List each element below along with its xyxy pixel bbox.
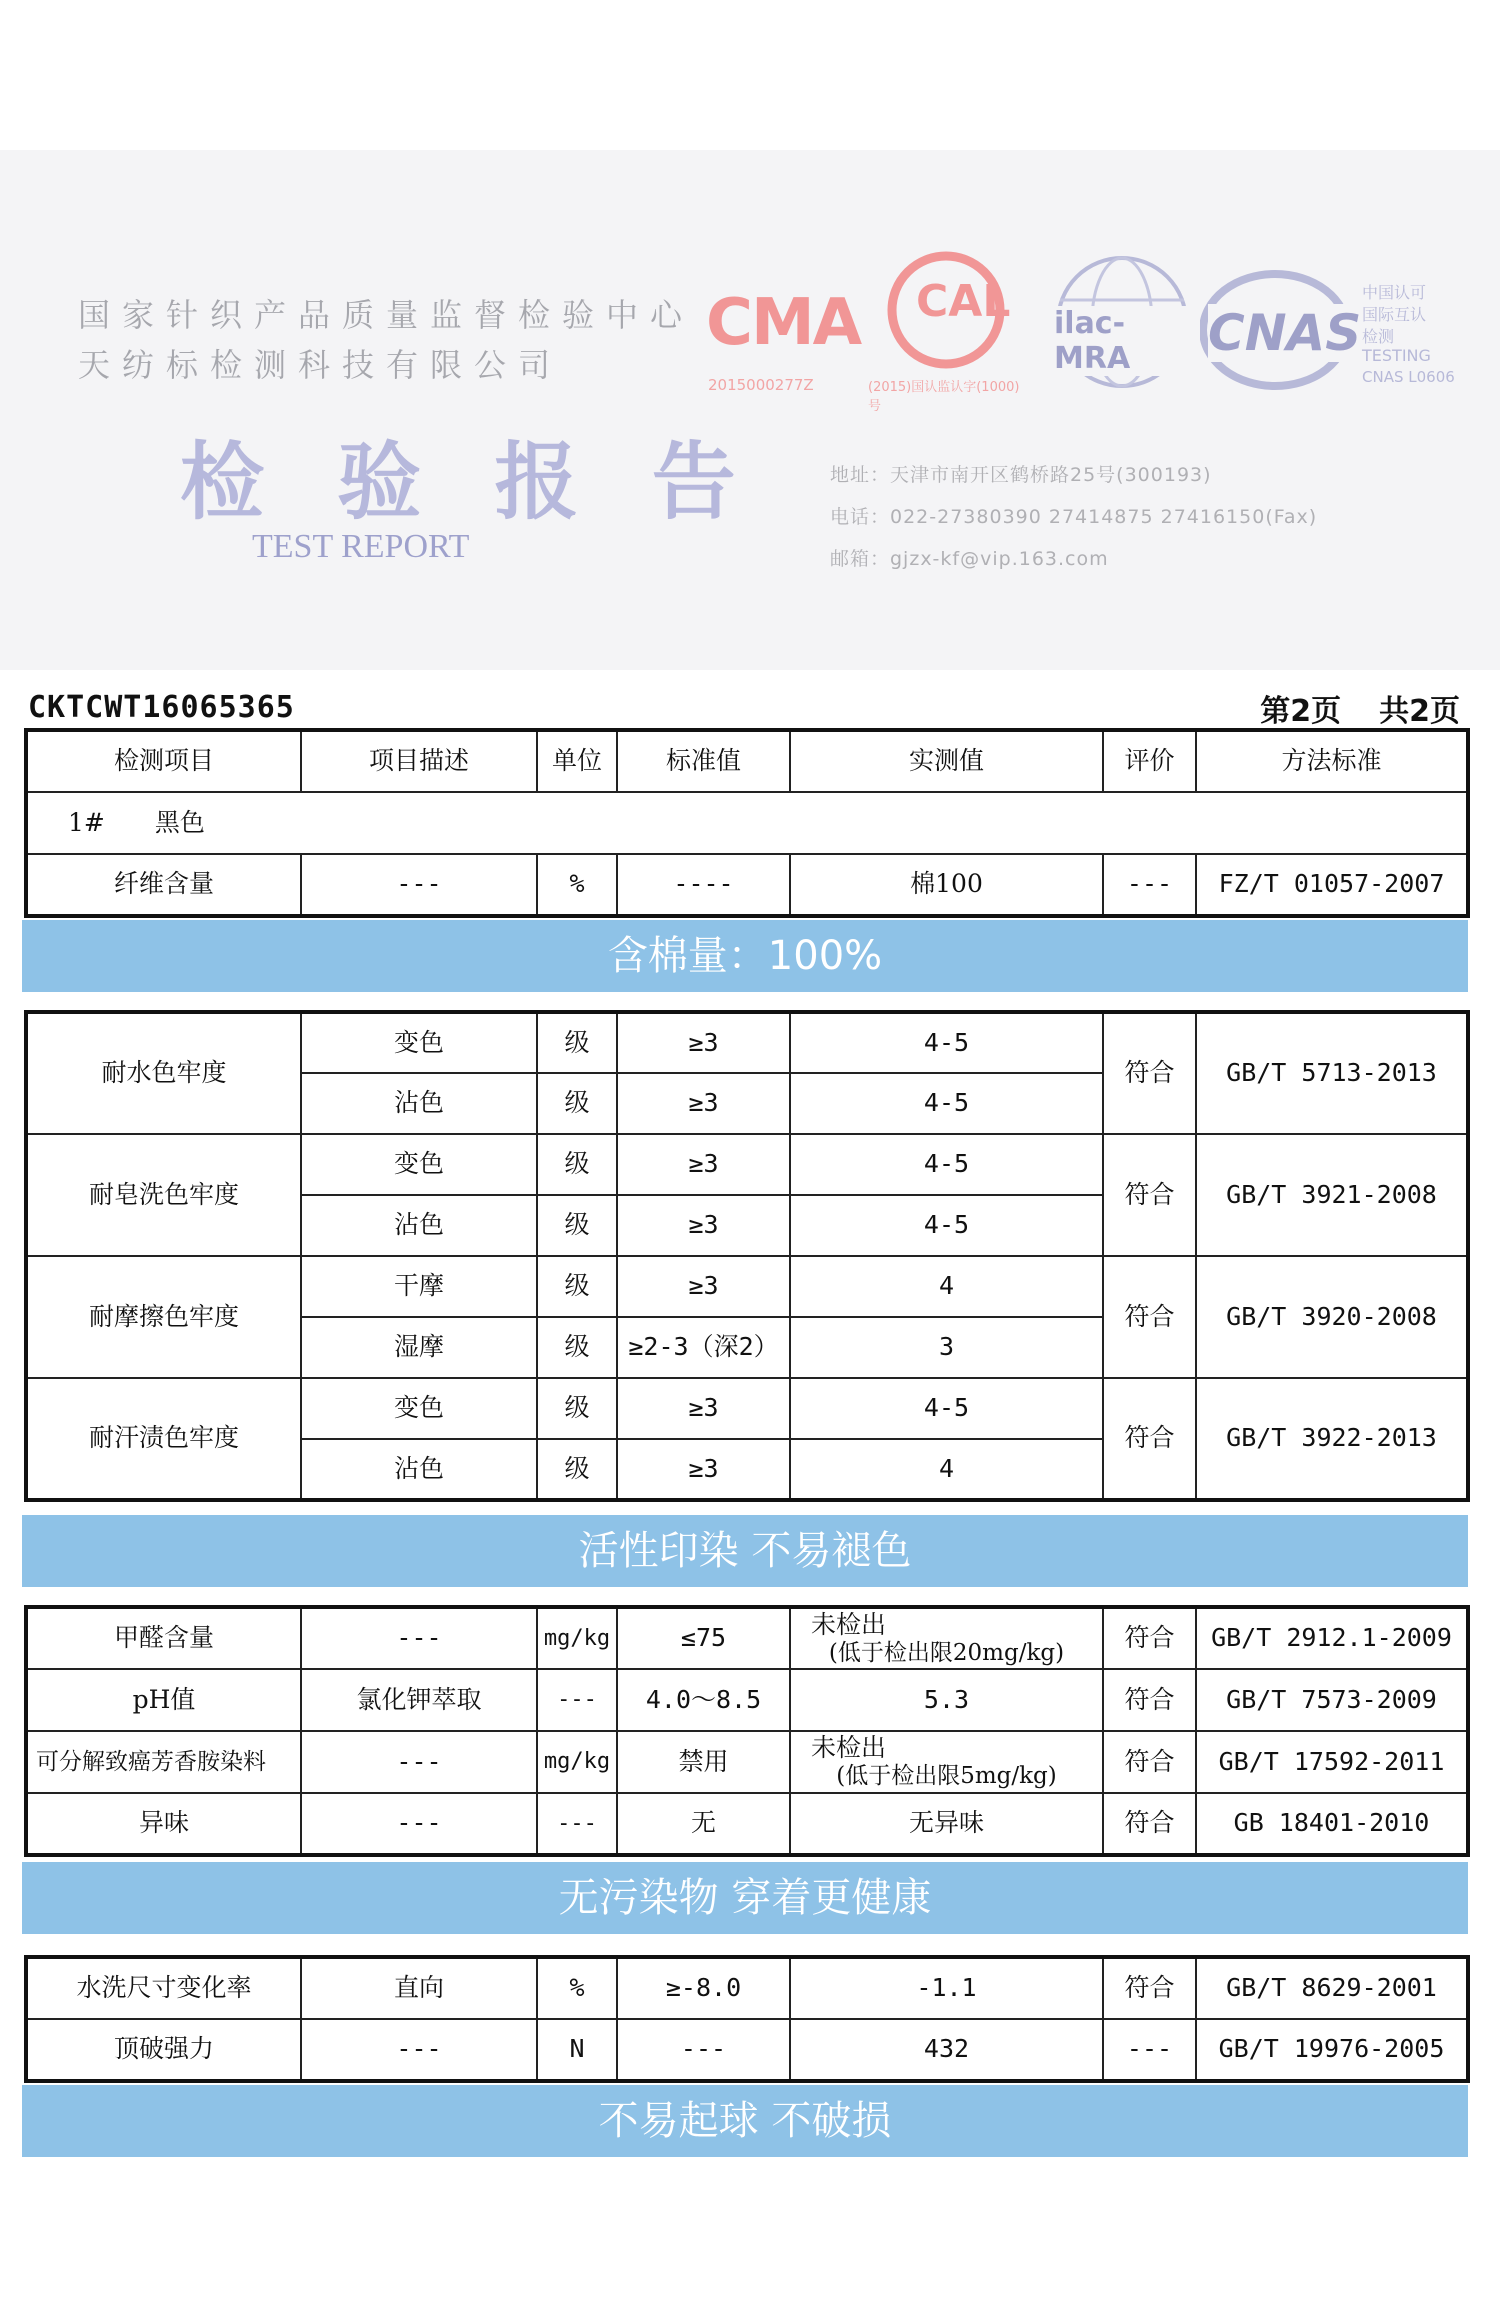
cell: 湿摩	[301, 1317, 537, 1378]
measured-value-line: 未检出	[811, 1733, 887, 1763]
cell: 无	[617, 1793, 790, 1855]
cal-caption: (2015)国认监认字(1000)号	[868, 380, 1020, 414]
cell: 4	[790, 1439, 1103, 1500]
test-item: 可分解致癌芳香胺染料	[26, 1731, 301, 1793]
cell: 沾色	[301, 1439, 537, 1500]
cal-logo	[868, 250, 1028, 414]
result-cell: 符合	[1103, 1793, 1196, 1855]
cell: mg/kg	[537, 1607, 617, 1669]
cell: 棉100	[790, 854, 1103, 916]
cnas-side-text: 国际互认	[1362, 305, 1427, 324]
page-info	[1222, 686, 1460, 730]
cell: -1.1	[790, 1957, 1103, 2019]
result-cell: 符合	[1103, 1669, 1196, 1731]
result-cell: 符合	[1103, 1012, 1196, 1134]
method-cell: GB/T 2912.1-2009	[1196, 1607, 1468, 1669]
cnas-side-text: 检测	[1362, 327, 1395, 346]
result-cell: 符合	[1103, 1731, 1196, 1793]
table-row	[26, 1378, 1468, 1439]
table-row	[26, 1793, 1468, 1855]
test-item: 甲醛含量	[26, 1607, 301, 1669]
cal-mark: CAL	[916, 276, 1011, 327]
test-item: 耐皂洗色牢度	[26, 1134, 301, 1256]
table-row	[26, 1669, 1468, 1731]
detection-limit-note: (低于检出限5mg/kg)	[836, 1763, 1057, 1790]
cell: 顶破强力	[26, 2019, 301, 2081]
col-header: 评价	[1103, 730, 1196, 792]
banner-cotton: 含棉量：100%	[22, 920, 1468, 992]
col-header: 检测项目	[26, 730, 301, 792]
cell: N	[537, 2019, 617, 2081]
cell: 级	[537, 1012, 617, 1073]
contact-email: 邮箱：gjzx-kf@vip.163.com	[830, 548, 1109, 570]
table-row	[26, 854, 1468, 916]
cell: 4-5	[790, 1012, 1103, 1073]
col-header: 实测值	[790, 730, 1103, 792]
cell: 4	[790, 1256, 1103, 1317]
result-cell: 符合	[1103, 1134, 1196, 1256]
col-header: 标准值	[617, 730, 790, 792]
cell: 3	[790, 1317, 1103, 1378]
cell: ≥3	[617, 1378, 790, 1439]
cnas-side-text: CNAS L0606	[1362, 368, 1455, 386]
table-row	[26, 2019, 1468, 2081]
col-header: 单位	[537, 730, 617, 792]
test-item: 耐摩擦色牢度	[26, 1256, 301, 1378]
sample-label: 1# 黑色	[26, 792, 1468, 854]
method-cell: GB/T 7573-2009	[1196, 1669, 1468, 1731]
contact-phone: 电话：022-27380390 27414875 27416150(Fax)	[830, 506, 1318, 528]
cell: 4-5	[790, 1073, 1103, 1134]
cell: 级	[537, 1195, 617, 1256]
measured-value-line: 无异味	[908, 1808, 984, 1838]
cell: FZ/T 01057-2007	[1196, 854, 1468, 916]
cell: ≥3	[617, 1195, 790, 1256]
page-total: 共2页	[1379, 694, 1460, 729]
cell: ---	[1103, 854, 1196, 916]
result-cell: 符合	[1103, 1378, 1196, 1500]
page-number: 第2页	[1260, 694, 1342, 729]
cell: GB/T 19976-2005	[1196, 2019, 1468, 2081]
table-row	[26, 1607, 1468, 1669]
cell: 4-5	[790, 1378, 1103, 1439]
cell: ----	[617, 854, 790, 916]
cell: 干摩	[301, 1256, 537, 1317]
cell: ---	[537, 1669, 617, 1731]
table-header-row	[26, 730, 1468, 792]
method-cell: GB/T 3920-2008	[1196, 1256, 1468, 1378]
cell: 432	[790, 2019, 1103, 2081]
org-name-line1: 国家针织产品质量监督检验中心	[78, 296, 695, 334]
table-chemical	[24, 1605, 1470, 1857]
cell: 符合	[1103, 1957, 1196, 2019]
sample-row	[26, 792, 1468, 854]
cell: 纤维含量	[26, 854, 301, 916]
cell: ≥3	[617, 1073, 790, 1134]
cell: 变色	[301, 1012, 537, 1073]
cell: 禁用	[617, 1731, 790, 1793]
cell: 变色	[301, 1378, 537, 1439]
method-cell: GB/T 17592-2011	[1196, 1731, 1468, 1793]
cell: ---	[301, 2019, 537, 2081]
cell: ---	[1103, 2019, 1196, 2081]
cnas-logo	[1200, 270, 1490, 400]
cell: ---	[301, 1793, 537, 1855]
cell: 沾色	[301, 1195, 537, 1256]
cell: ≥3	[617, 1256, 790, 1317]
table-header-fiber	[24, 728, 1470, 918]
letterhead	[0, 150, 1500, 670]
banner-safety: 无污染物 穿着更健康	[22, 1862, 1468, 1934]
cell: 4-5	[790, 1195, 1103, 1256]
cnas-side-text: TESTING	[1362, 346, 1431, 365]
contact-address: 地址：天津市南开区鹤桥路25号(300193)	[830, 464, 1212, 486]
method-cell: GB 18401-2010	[1196, 1793, 1468, 1855]
cell: 4.0～8.5	[617, 1669, 790, 1731]
cell: 级	[537, 1134, 617, 1195]
cell: ≥3	[617, 1012, 790, 1073]
cell: 级	[537, 1378, 617, 1439]
table-row	[26, 1012, 1468, 1073]
cnas-mark: CNAS	[1208, 304, 1362, 362]
measured-value	[790, 1793, 1103, 1855]
result-cell: 符合	[1103, 1256, 1196, 1378]
cell: GB/T 8629-2001	[1196, 1957, 1468, 2019]
ilac-mark: ilac-MRA	[1054, 306, 1192, 376]
measured-value	[790, 1669, 1103, 1731]
cell: 氯化钾萃取	[301, 1669, 537, 1731]
cell: %	[537, 854, 617, 916]
cell: ---	[301, 1731, 537, 1793]
method-cell: GB/T 3922-2013	[1196, 1378, 1468, 1500]
cell: 级	[537, 1439, 617, 1500]
cell: ≤75	[617, 1607, 790, 1669]
col-header: 方法标准	[1196, 730, 1468, 792]
measured-value	[790, 1607, 1103, 1669]
cell: ---	[301, 854, 537, 916]
test-item: 异味	[26, 1793, 301, 1855]
cell: 变色	[301, 1134, 537, 1195]
cell: ≥-8.0	[617, 1957, 790, 2019]
table-row	[26, 1957, 1468, 2019]
cell: 直向	[301, 1957, 537, 2019]
table-row	[26, 1134, 1468, 1195]
ilac-logo	[1052, 250, 1192, 400]
measured-value-line: 未检出	[811, 1609, 887, 1639]
cell: 4-5	[790, 1134, 1103, 1195]
cnas-side-text: 中国认可	[1362, 283, 1427, 302]
result-cell: 符合	[1103, 1607, 1196, 1669]
cell: ≥3	[617, 1134, 790, 1195]
cma-caption: 2015000277Z	[708, 376, 814, 394]
measured-value-line: 5.3	[923, 1684, 970, 1714]
table-physical	[24, 1955, 1470, 2083]
report-title-cn: 检 验 报 告	[180, 432, 758, 531]
cell: 级	[537, 1256, 617, 1317]
method-cell: GB/T 3921-2008	[1196, 1134, 1468, 1256]
cma-mark: CMA	[706, 286, 861, 360]
cell: 级	[537, 1073, 617, 1134]
cell: ---	[537, 1793, 617, 1855]
table-row	[26, 1256, 1468, 1317]
test-item: 耐水色牢度	[26, 1012, 301, 1134]
report-title-en: TEST REPORT	[252, 528, 470, 565]
org-name-line2: 天纺标检测科技有限公司	[78, 346, 563, 384]
test-item: pH值	[26, 1669, 301, 1731]
cell: 水洗尺寸变化率	[26, 1957, 301, 2019]
cell: 级	[537, 1317, 617, 1378]
report-number: CKTCWT16065365	[28, 690, 295, 725]
cell: ---	[617, 2019, 790, 2081]
table-color-fastness	[24, 1010, 1470, 1502]
method-cell: GB/T 5713-2013	[1196, 1012, 1468, 1134]
cell: ---	[301, 1607, 537, 1669]
cma-logo	[700, 280, 861, 400]
detection-limit-note: (低于检出限20mg/kg)	[828, 1639, 1065, 1666]
test-item: 耐汗渍色牢度	[26, 1378, 301, 1500]
col-header: 项目描述	[301, 730, 537, 792]
cell: ≥2-3（深2）	[617, 1317, 790, 1378]
banner-durability: 不易起球 不破损	[22, 2085, 1468, 2157]
table-row	[26, 1731, 1468, 1793]
cell: %	[537, 1957, 617, 2019]
cell: mg/kg	[537, 1731, 617, 1793]
measured-value	[790, 1731, 1103, 1793]
cell: ≥3	[617, 1439, 790, 1500]
cell: 沾色	[301, 1073, 537, 1134]
banner-dyeing: 活性印染 不易褪色	[22, 1515, 1468, 1587]
